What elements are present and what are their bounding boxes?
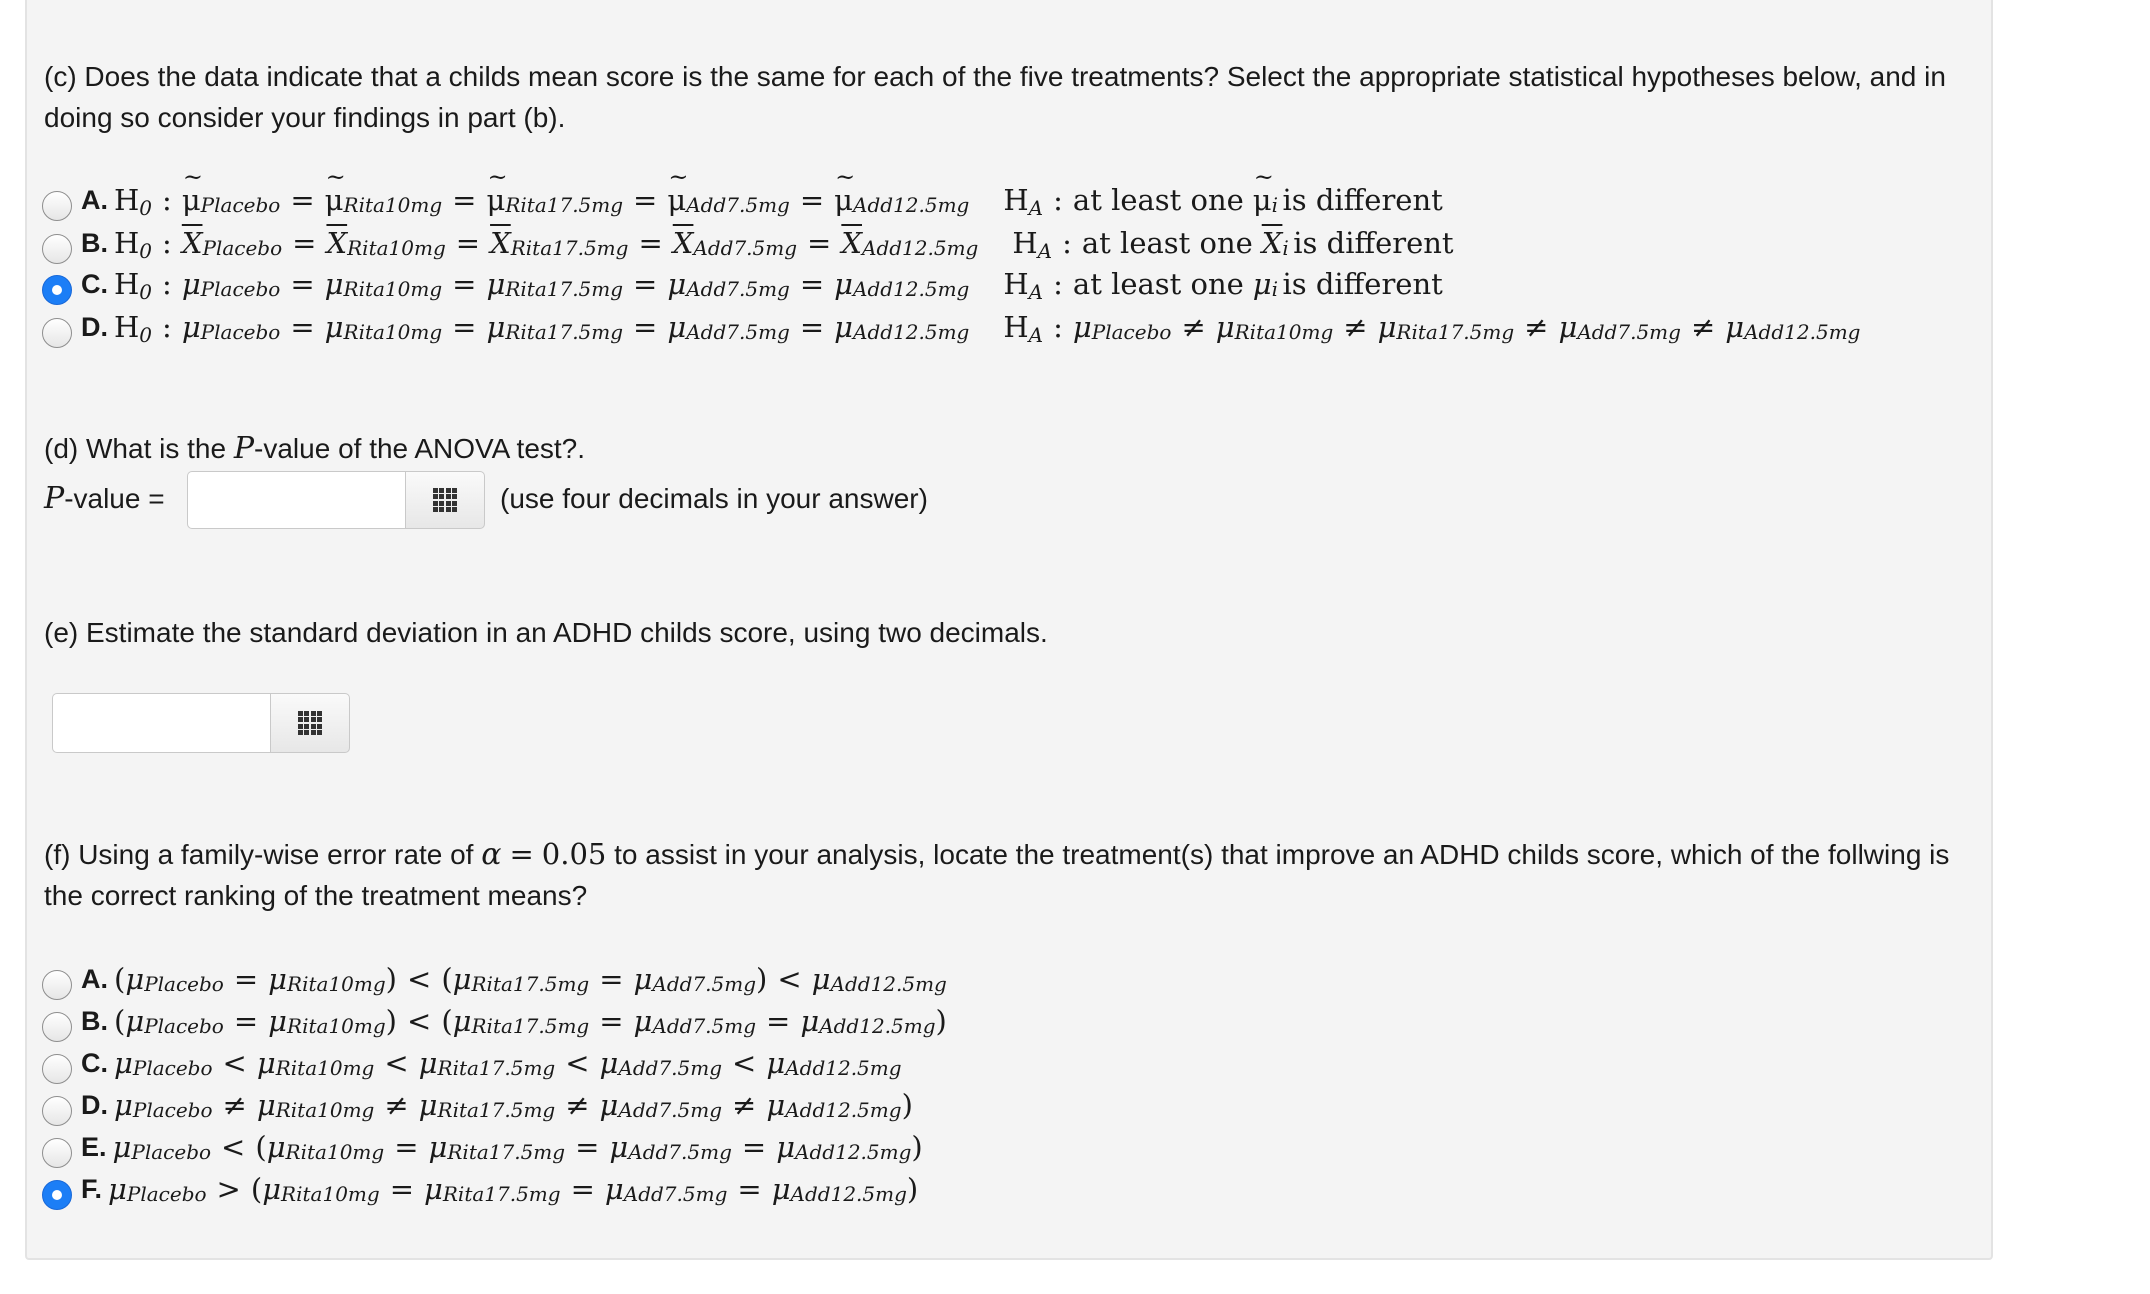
math-token: = bbox=[599, 962, 624, 996]
math-token: Rita10mg bbox=[285, 1140, 385, 1164]
math-token: < bbox=[221, 1130, 246, 1164]
math-token: i bbox=[1271, 277, 1279, 301]
math-token: Rita17.5mg bbox=[505, 193, 624, 217]
math-token: ≠ bbox=[1690, 310, 1716, 344]
math-token: μ bbox=[800, 1004, 820, 1038]
math-token: μ bbox=[324, 267, 344, 301]
math-token: ( bbox=[441, 962, 453, 996]
math-token: μ bbox=[667, 310, 687, 344]
math-token: = bbox=[737, 1172, 762, 1206]
math-token: Add12.5mg bbox=[785, 1098, 902, 1122]
math-token: Add7.5mg bbox=[686, 320, 790, 344]
math-token: μ bbox=[452, 962, 472, 996]
math-token: μ bbox=[125, 962, 145, 996]
math-token: μ bbox=[834, 310, 854, 344]
math-token: Add7.5mg bbox=[652, 972, 757, 996]
math-token: Add7.5mg bbox=[628, 1140, 732, 1164]
math-token: < bbox=[777, 962, 802, 996]
math-token: μ bbox=[1725, 310, 1745, 344]
math-token: μ bbox=[1252, 267, 1272, 301]
math-token: μ bbox=[181, 310, 201, 344]
math-token: μ bbox=[811, 962, 831, 996]
math-token: Rita17.5mg bbox=[442, 1182, 561, 1206]
math-token: = bbox=[799, 267, 825, 301]
math-token: = bbox=[292, 226, 317, 260]
math-token: 0 bbox=[139, 280, 153, 304]
radio-button-selected[interactable] bbox=[42, 1180, 72, 1210]
option-letter: D. bbox=[81, 1089, 108, 1120]
math-token: : bbox=[1053, 310, 1063, 344]
math-token: μ bbox=[114, 1088, 133, 1122]
math-token: = bbox=[290, 310, 315, 344]
part-c-question: (c) Does the data indicate that a childs mean score is the same for each of the five treatments? Select the appropriate statistical hypotheses below, and in doing so consider your findings in part (b). bbox=[44, 61, 1946, 133]
math-token: Rita10mg bbox=[343, 193, 443, 217]
math-token: : bbox=[162, 310, 172, 344]
math-token: Add7.5mg bbox=[623, 1182, 728, 1206]
math-token: 0.05 bbox=[541, 837, 607, 871]
math-token: μ bbox=[418, 1088, 438, 1122]
math-token: Add12.5mg bbox=[795, 1140, 912, 1164]
math-token: Rita10mg bbox=[275, 1098, 375, 1122]
math-token: ~ μ bbox=[667, 183, 686, 217]
radio-button-selected[interactable] bbox=[42, 275, 72, 305]
math-token: H0 bbox=[114, 310, 153, 347]
math-token: ≠ bbox=[1343, 310, 1368, 344]
radio-button[interactable] bbox=[42, 1012, 72, 1042]
math-token: ( bbox=[250, 1172, 263, 1206]
option-letter: D. bbox=[81, 311, 108, 342]
math-token: = bbox=[633, 310, 658, 344]
math-token: 0 bbox=[139, 196, 153, 220]
math-token: Rita17.5mg bbox=[1396, 320, 1515, 344]
math-token: ≠ bbox=[384, 1088, 409, 1122]
math-token: = bbox=[633, 267, 658, 301]
math-token: Add7.5mg bbox=[1577, 320, 1681, 344]
math-token: μ bbox=[486, 310, 506, 344]
math-token: Rita17.5mg bbox=[437, 1056, 556, 1080]
math-token: μ bbox=[599, 1046, 619, 1080]
math-token: Rita17.5mg bbox=[471, 1014, 590, 1038]
math-token: ≠ bbox=[1181, 310, 1206, 344]
math-token: H0 bbox=[114, 183, 153, 220]
option-letter: B. bbox=[81, 1005, 108, 1036]
math-token: = bbox=[233, 962, 259, 996]
math-token: μ bbox=[114, 1046, 133, 1080]
math-token: = bbox=[509, 837, 534, 871]
math-token: ( bbox=[114, 962, 126, 996]
part-e-question: (e) Estimate the standard deviation in an ADHD childs score, using two decimals. bbox=[44, 617, 1048, 648]
math-token: $\overline{X}$ bbox=[1261, 226, 1283, 260]
math-token: μ bbox=[268, 962, 288, 996]
math-token: Rita17.5mg bbox=[510, 236, 629, 260]
math-token: μ bbox=[424, 1172, 443, 1206]
math-token: μ bbox=[604, 1172, 624, 1206]
math-token: = bbox=[741, 1130, 767, 1164]
part-f-question: (f) Using a family-wise error rate of α = 0.05 to assist in your analysis, locate the treatment(s) that improve an ADHD childs score, which of the follwing is the correct ranking of the treatment means? bbox=[44, 837, 1950, 911]
math-token: = bbox=[570, 1172, 595, 1206]
math-token: Placebo bbox=[202, 236, 283, 260]
math-token: ) bbox=[906, 1172, 919, 1206]
math-token: = bbox=[575, 1130, 600, 1164]
math-token: ≠ bbox=[732, 1088, 757, 1122]
math-token: Add12.5mg bbox=[862, 236, 979, 260]
sd-input-group bbox=[52, 693, 350, 753]
math-token: = bbox=[290, 183, 315, 217]
math-token: μ bbox=[452, 1004, 472, 1038]
math-token: A bbox=[1028, 323, 1044, 347]
p-value-hint: (use four decimals in your answer) bbox=[500, 483, 928, 514]
math-token: Rita10mg bbox=[343, 320, 443, 344]
math-token: = bbox=[799, 310, 825, 344]
math-token: = bbox=[633, 183, 658, 217]
math-token: is different bbox=[1282, 183, 1443, 217]
math-token: Add12.5mg bbox=[853, 193, 970, 217]
f-option-f[interactable] bbox=[42, 1171, 918, 1207]
math-token: : bbox=[1062, 226, 1072, 260]
math-token: μ bbox=[834, 267, 854, 301]
math-token: μ bbox=[256, 1046, 276, 1080]
math-token: μ bbox=[418, 1046, 438, 1080]
math-token: = bbox=[807, 226, 832, 260]
math-token: = bbox=[394, 1130, 419, 1164]
math-token: ( bbox=[114, 1004, 126, 1038]
math-token: μ bbox=[108, 1172, 127, 1206]
option-letter: C. bbox=[81, 1047, 108, 1078]
math-token: ~ μ bbox=[834, 183, 853, 217]
math-token: μ bbox=[599, 1088, 619, 1122]
math-token: HA bbox=[1003, 267, 1044, 304]
math-token: = bbox=[452, 310, 477, 344]
math-token: ~ μ bbox=[325, 183, 344, 217]
math-token: μ bbox=[486, 267, 506, 301]
math-token: < bbox=[732, 1046, 757, 1080]
math-token: ) bbox=[911, 1130, 923, 1164]
math-token: μ bbox=[766, 1046, 786, 1080]
math-token: μ bbox=[771, 1172, 791, 1206]
math-token: μ bbox=[262, 1172, 282, 1206]
math-token: Rita10mg bbox=[347, 236, 446, 260]
math-token: 0 bbox=[139, 239, 153, 263]
math-token: ( bbox=[441, 1004, 453, 1038]
math-token: μ bbox=[633, 1004, 653, 1038]
math-token: μ bbox=[125, 1004, 145, 1038]
f-option-b[interactable] bbox=[42, 1003, 947, 1039]
math-token: < bbox=[407, 1004, 432, 1038]
radio-button[interactable] bbox=[42, 234, 72, 264]
math-token: HA bbox=[1003, 310, 1044, 347]
math-token: at least one bbox=[1072, 267, 1244, 301]
math-token: Placebo bbox=[132, 1098, 213, 1122]
math-token: μ bbox=[776, 1130, 796, 1164]
math-token: Rita17.5mg bbox=[447, 1140, 566, 1164]
f-option-d[interactable] bbox=[42, 1087, 913, 1123]
math-token: μ bbox=[112, 1130, 132, 1164]
c-option-c[interactable] bbox=[42, 266, 1443, 302]
math-token: μ bbox=[256, 1088, 276, 1122]
math-token: Placebo bbox=[126, 1182, 207, 1206]
math-token: = bbox=[599, 1004, 624, 1038]
option-letter: C. bbox=[81, 268, 108, 299]
math-token: A bbox=[1028, 196, 1044, 220]
math-token: Rita17.5mg bbox=[505, 277, 624, 301]
math-token: μ bbox=[268, 1004, 288, 1038]
math-token: H0 bbox=[114, 267, 153, 304]
math-token: ) bbox=[385, 962, 397, 996]
c-option-d[interactable] bbox=[42, 309, 1860, 345]
math-token: Add12.5mg bbox=[819, 1014, 936, 1038]
option-letter: F. bbox=[81, 1173, 103, 1204]
math-token: < bbox=[222, 1046, 247, 1080]
c-option-b[interactable] bbox=[42, 225, 1454, 261]
math-token: : bbox=[1053, 267, 1063, 301]
math-palette-button[interactable] bbox=[405, 471, 485, 529]
math-token: ~ μ bbox=[182, 183, 201, 217]
math-token: < bbox=[407, 962, 432, 996]
math-token: = bbox=[233, 1004, 259, 1038]
math-token: H0 bbox=[114, 226, 153, 263]
math-token: Add7.5mg bbox=[618, 1098, 723, 1122]
math-token: Rita10mg bbox=[287, 1014, 386, 1038]
math-token: = bbox=[455, 226, 481, 260]
math-token: μ bbox=[1215, 310, 1235, 344]
math-token: $\overline{X}$ bbox=[672, 226, 694, 260]
math-token: $\overline{X}$ bbox=[181, 226, 203, 260]
math-token: Add12.5mg bbox=[1744, 320, 1861, 344]
math-palette-button[interactable] bbox=[270, 693, 350, 753]
math-token: Add12.5mg bbox=[853, 320, 970, 344]
math-token: i bbox=[1282, 236, 1289, 260]
radio-button[interactable] bbox=[42, 1054, 72, 1084]
p-value-input[interactable] bbox=[187, 471, 405, 529]
math-token: Add12.5mg bbox=[790, 1182, 907, 1206]
math-token: is different bbox=[1293, 226, 1454, 260]
math-token: = bbox=[452, 183, 477, 217]
math-token: Add12.5mg bbox=[853, 277, 970, 301]
math-token: ≠ bbox=[222, 1088, 247, 1122]
math-token: Add12.5mg bbox=[785, 1056, 902, 1080]
math-token: ) bbox=[385, 1004, 397, 1038]
math-token: < bbox=[565, 1046, 590, 1080]
option-letter: A. bbox=[81, 184, 108, 215]
math-token: Placebo bbox=[200, 193, 281, 217]
math-token: Rita10mg bbox=[1234, 320, 1334, 344]
math-token: at least one bbox=[1072, 183, 1244, 217]
math-token: ≠ bbox=[565, 1088, 590, 1122]
math-token: μ bbox=[1558, 310, 1578, 344]
p-value-input-group bbox=[187, 471, 485, 529]
math-token: Rita10mg bbox=[281, 1182, 380, 1206]
f-option-c[interactable] bbox=[42, 1045, 902, 1081]
math-token: Placebo bbox=[200, 277, 281, 301]
math-token: ) bbox=[756, 962, 768, 996]
math-token: μ bbox=[609, 1130, 629, 1164]
math-token: μ bbox=[1377, 310, 1397, 344]
keypad-icon bbox=[298, 711, 323, 736]
math-token: Add7.5mg bbox=[686, 277, 790, 301]
math-token: Rita17.5mg bbox=[505, 320, 624, 344]
math-token: = bbox=[799, 183, 825, 217]
math-token: $\overline{X}$ bbox=[841, 226, 862, 260]
math-token: : bbox=[162, 267, 172, 301]
math-token: μ bbox=[633, 962, 653, 996]
math-token: Placebo bbox=[144, 972, 224, 996]
math-token: μ bbox=[266, 1130, 286, 1164]
math-token: = bbox=[452, 267, 477, 301]
math-token: ( bbox=[255, 1130, 267, 1164]
math-token: μ bbox=[428, 1130, 448, 1164]
p-value-label: P-value = bbox=[44, 481, 165, 516]
math-token: ) bbox=[935, 1004, 947, 1038]
option-letter: A. bbox=[81, 963, 108, 994]
math-token: ~ μ bbox=[1253, 183, 1272, 217]
radio-button[interactable] bbox=[42, 191, 72, 221]
math-token: Placebo bbox=[1091, 320, 1172, 344]
math-token: Add7.5mg bbox=[693, 236, 798, 260]
math-token: = bbox=[766, 1004, 791, 1038]
radio-button[interactable] bbox=[42, 1138, 72, 1168]
math-token: HA bbox=[1003, 183, 1044, 220]
math-token: Placebo bbox=[132, 1056, 213, 1080]
math-token: : bbox=[162, 226, 172, 260]
math-token: > bbox=[216, 1172, 241, 1206]
math-token: $\overline{X}$ bbox=[490, 226, 511, 260]
sd-input[interactable] bbox=[52, 693, 270, 753]
c-option-a[interactable] bbox=[42, 182, 1443, 218]
f-option-a[interactable] bbox=[42, 961, 947, 997]
math-token: ≠ bbox=[1524, 310, 1549, 344]
math-token: μ bbox=[324, 310, 344, 344]
math-token: ~ μ bbox=[486, 183, 505, 217]
math-token: μ bbox=[1072, 310, 1092, 344]
math-token: A bbox=[1037, 239, 1053, 263]
math-token: Rita10mg bbox=[343, 277, 443, 301]
math-token: Add7.5mg bbox=[618, 1056, 723, 1080]
math-token: < bbox=[384, 1046, 409, 1080]
math-token: at least one bbox=[1081, 226, 1253, 260]
math-token: Add7.5mg bbox=[686, 193, 790, 217]
math-token: A bbox=[1028, 280, 1044, 304]
math-token: Placebo bbox=[131, 1140, 212, 1164]
radio-button[interactable] bbox=[42, 318, 72, 348]
math-token: is different bbox=[1282, 267, 1443, 301]
math-token: ) bbox=[901, 1088, 913, 1122]
math-token: : bbox=[1053, 183, 1063, 217]
math-token: 0 bbox=[139, 323, 153, 347]
math-token: = bbox=[638, 226, 663, 260]
math-token: = bbox=[389, 1172, 414, 1206]
math-token: Rita17.5mg bbox=[437, 1098, 556, 1122]
math-token: Add7.5mg bbox=[652, 1014, 757, 1038]
math-token: HA bbox=[1012, 226, 1053, 263]
radio-button[interactable] bbox=[42, 970, 72, 1000]
keypad-icon bbox=[433, 488, 458, 513]
option-letter: B. bbox=[81, 227, 108, 258]
math-token: Rita10mg bbox=[287, 972, 386, 996]
math-token: Placebo bbox=[144, 1014, 224, 1038]
math-token: μ bbox=[181, 267, 201, 301]
math-token: μ bbox=[667, 267, 687, 301]
radio-button[interactable] bbox=[42, 1096, 72, 1126]
math-token: $\overline{X}$ bbox=[326, 226, 348, 260]
math-token: Add12.5mg bbox=[830, 972, 947, 996]
math-token: : bbox=[162, 183, 172, 217]
math-token: = bbox=[290, 267, 315, 301]
part-d-question: (d) What is the P-value of the ANOVA test?. bbox=[44, 431, 586, 466]
math-token: μ bbox=[766, 1088, 786, 1122]
math-token: i bbox=[1271, 193, 1279, 217]
math-token: Rita10mg bbox=[275, 1056, 375, 1080]
math-token: Rita17.5mg bbox=[471, 972, 590, 996]
option-letter: E. bbox=[81, 1131, 107, 1162]
f-option-e[interactable] bbox=[42, 1129, 923, 1165]
math-token: Placebo bbox=[200, 320, 281, 344]
